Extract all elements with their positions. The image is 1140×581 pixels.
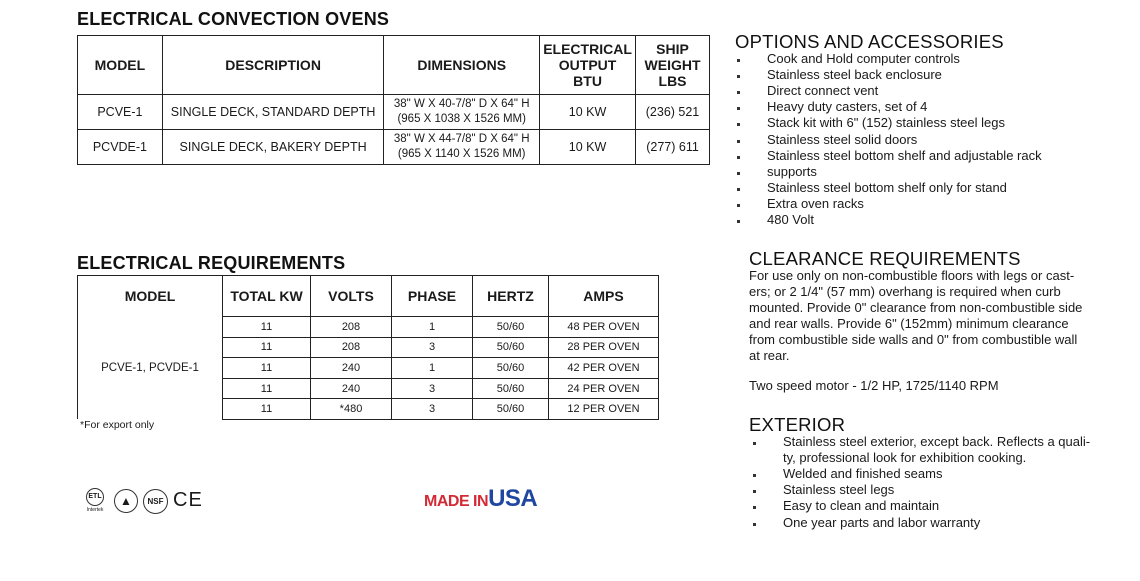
table-row	[78, 130, 710, 165]
list-item: Extra oven racks	[735, 196, 1042, 212]
header-model: MODEL	[78, 276, 223, 317]
header-dimensions: DIMENSIONS	[384, 36, 540, 95]
cell-model: PCVE-1, PCVDE-1	[78, 317, 223, 420]
cell-output: 10 KW	[540, 95, 636, 130]
cell: 11	[223, 317, 311, 338]
cell-dimensions: 38" W X 44-7/8" D X 64" H (965 X 1140 X 1526 MM)	[384, 130, 540, 165]
cell-weight: (277) 611	[636, 130, 710, 165]
list-item: 480 Volt	[735, 212, 1042, 228]
list-item: Cook and Hold computer controls	[735, 51, 1042, 67]
cell: 208	[311, 317, 392, 338]
cell: 24 PER OVEN	[549, 378, 659, 399]
csa-logo: ▲	[114, 489, 138, 513]
cell-output: 10 KW	[540, 130, 636, 165]
cell: 11	[223, 399, 311, 420]
cell: 28 PER OVEN	[549, 337, 659, 358]
electrical-table	[77, 275, 659, 420]
list-item-continuation: ty, professional look for exhibition cooking.	[783, 450, 1027, 465]
cell: 3	[392, 378, 473, 399]
header-total-kw: TOTAL KW	[223, 276, 311, 317]
cell-weight: (236) 521	[636, 95, 710, 130]
cell: 1	[392, 317, 473, 338]
cell: 1	[392, 358, 473, 379]
list-item: Direct connect vent	[735, 83, 1042, 99]
table-row	[78, 95, 710, 130]
list-item: Stainless steel exterior, except back. Reflects a quali-	[752, 434, 1090, 450]
cell-model: PCVE-1	[78, 95, 163, 130]
cell: 50/60	[473, 358, 549, 379]
list-item: Easy to clean and maintain	[752, 498, 1090, 514]
etl-logo: ETL Intertek	[84, 488, 106, 513]
clearance-title: CLEARANCE REQUIREMENTS	[749, 248, 1021, 269]
cell-description: SINGLE DECK, BAKERY DEPTH	[162, 130, 383, 165]
list-item: Stainless steel legs	[752, 482, 1090, 498]
cell: 48 PER OVEN	[549, 317, 659, 338]
exterior-list	[752, 434, 1090, 531]
made-in-usa-logo: MADE INUSA	[424, 485, 538, 512]
list-item: Stainless steel bottom shelf and adjustable rack	[735, 148, 1042, 164]
header-model: MODEL	[78, 36, 163, 95]
cell: 50/60	[473, 317, 549, 338]
header-output: ELECTRICAL OUTPUT BTU	[540, 36, 636, 95]
list-item: supports	[735, 164, 1042, 180]
cell: 42 PER OVEN	[549, 358, 659, 379]
ovens-table	[77, 35, 710, 165]
nsf-logo: NSF	[143, 489, 168, 514]
list-item: Stainless steel solid doors	[735, 132, 1042, 148]
cell: 3	[392, 337, 473, 358]
cell: 3	[392, 399, 473, 420]
cell-model: PCVDE-1	[78, 130, 163, 165]
cell: 240	[311, 358, 392, 379]
list-item: Stainless steel bottom shelf only for stand	[735, 180, 1042, 196]
cell: 12 PER OVEN	[549, 399, 659, 420]
cell-description: SINGLE DECK, STANDARD DEPTH	[162, 95, 383, 130]
cell-dimensions: 38" W X 40-7/8" D X 64" H (965 X 1038 X 1526 MM)	[384, 95, 540, 130]
list-item: Welded and finished seams	[752, 466, 1090, 482]
ce-logo: CE	[173, 489, 203, 511]
list-item: Heavy duty casters, set of 4	[735, 99, 1042, 115]
list-item: Stack kit with 6" (152) stainless steel legs	[735, 115, 1042, 131]
options-title: OPTIONS AND ACCESSORIES	[735, 31, 1004, 52]
cell: 240	[311, 378, 392, 399]
electrical-title: ELECTRICAL REQUIREMENTS	[77, 253, 346, 273]
motor-spec: Two speed motor - 1/2 HP, 1725/1140 RPM	[749, 378, 999, 393]
header-volts: VOLTS	[311, 276, 392, 317]
cell: 11	[223, 378, 311, 399]
cell: 11	[223, 337, 311, 358]
header-phase: PHASE	[392, 276, 473, 317]
clearance-text: For use only on non-combustible floors with legs or cast- ers; or 2 1/4" (57 mm) overhang is required when curb mounted. Provide 0" clearance from non-combustible side and rear walls. Provide 6" (152mm) minimum clearance from combustible side walls and 0" from combustible wall at rear.	[749, 268, 1083, 363]
cell: 208	[311, 337, 392, 358]
ovens-title: ELECTRICAL CONVECTION OVENS	[77, 9, 390, 29]
header-description: DESCRIPTION	[162, 36, 383, 95]
header-hertz: HERTZ	[473, 276, 549, 317]
table-row	[78, 317, 659, 338]
cell: 11	[223, 358, 311, 379]
list-item: One year parts and labor warranty	[752, 515, 1090, 531]
cell: *480	[311, 399, 392, 420]
cell: 50/60	[473, 399, 549, 420]
cell: 50/60	[473, 378, 549, 399]
header-weight: SHIP WEIGHT LBS	[636, 36, 710, 95]
header-amps: AMPS	[549, 276, 659, 317]
exterior-title: EXTERIOR	[749, 414, 846, 435]
list-item: Stainless steel back enclosure	[735, 67, 1042, 83]
cell: 50/60	[473, 337, 549, 358]
footnote: *For export only	[80, 419, 155, 431]
options-list	[735, 51, 1042, 228]
